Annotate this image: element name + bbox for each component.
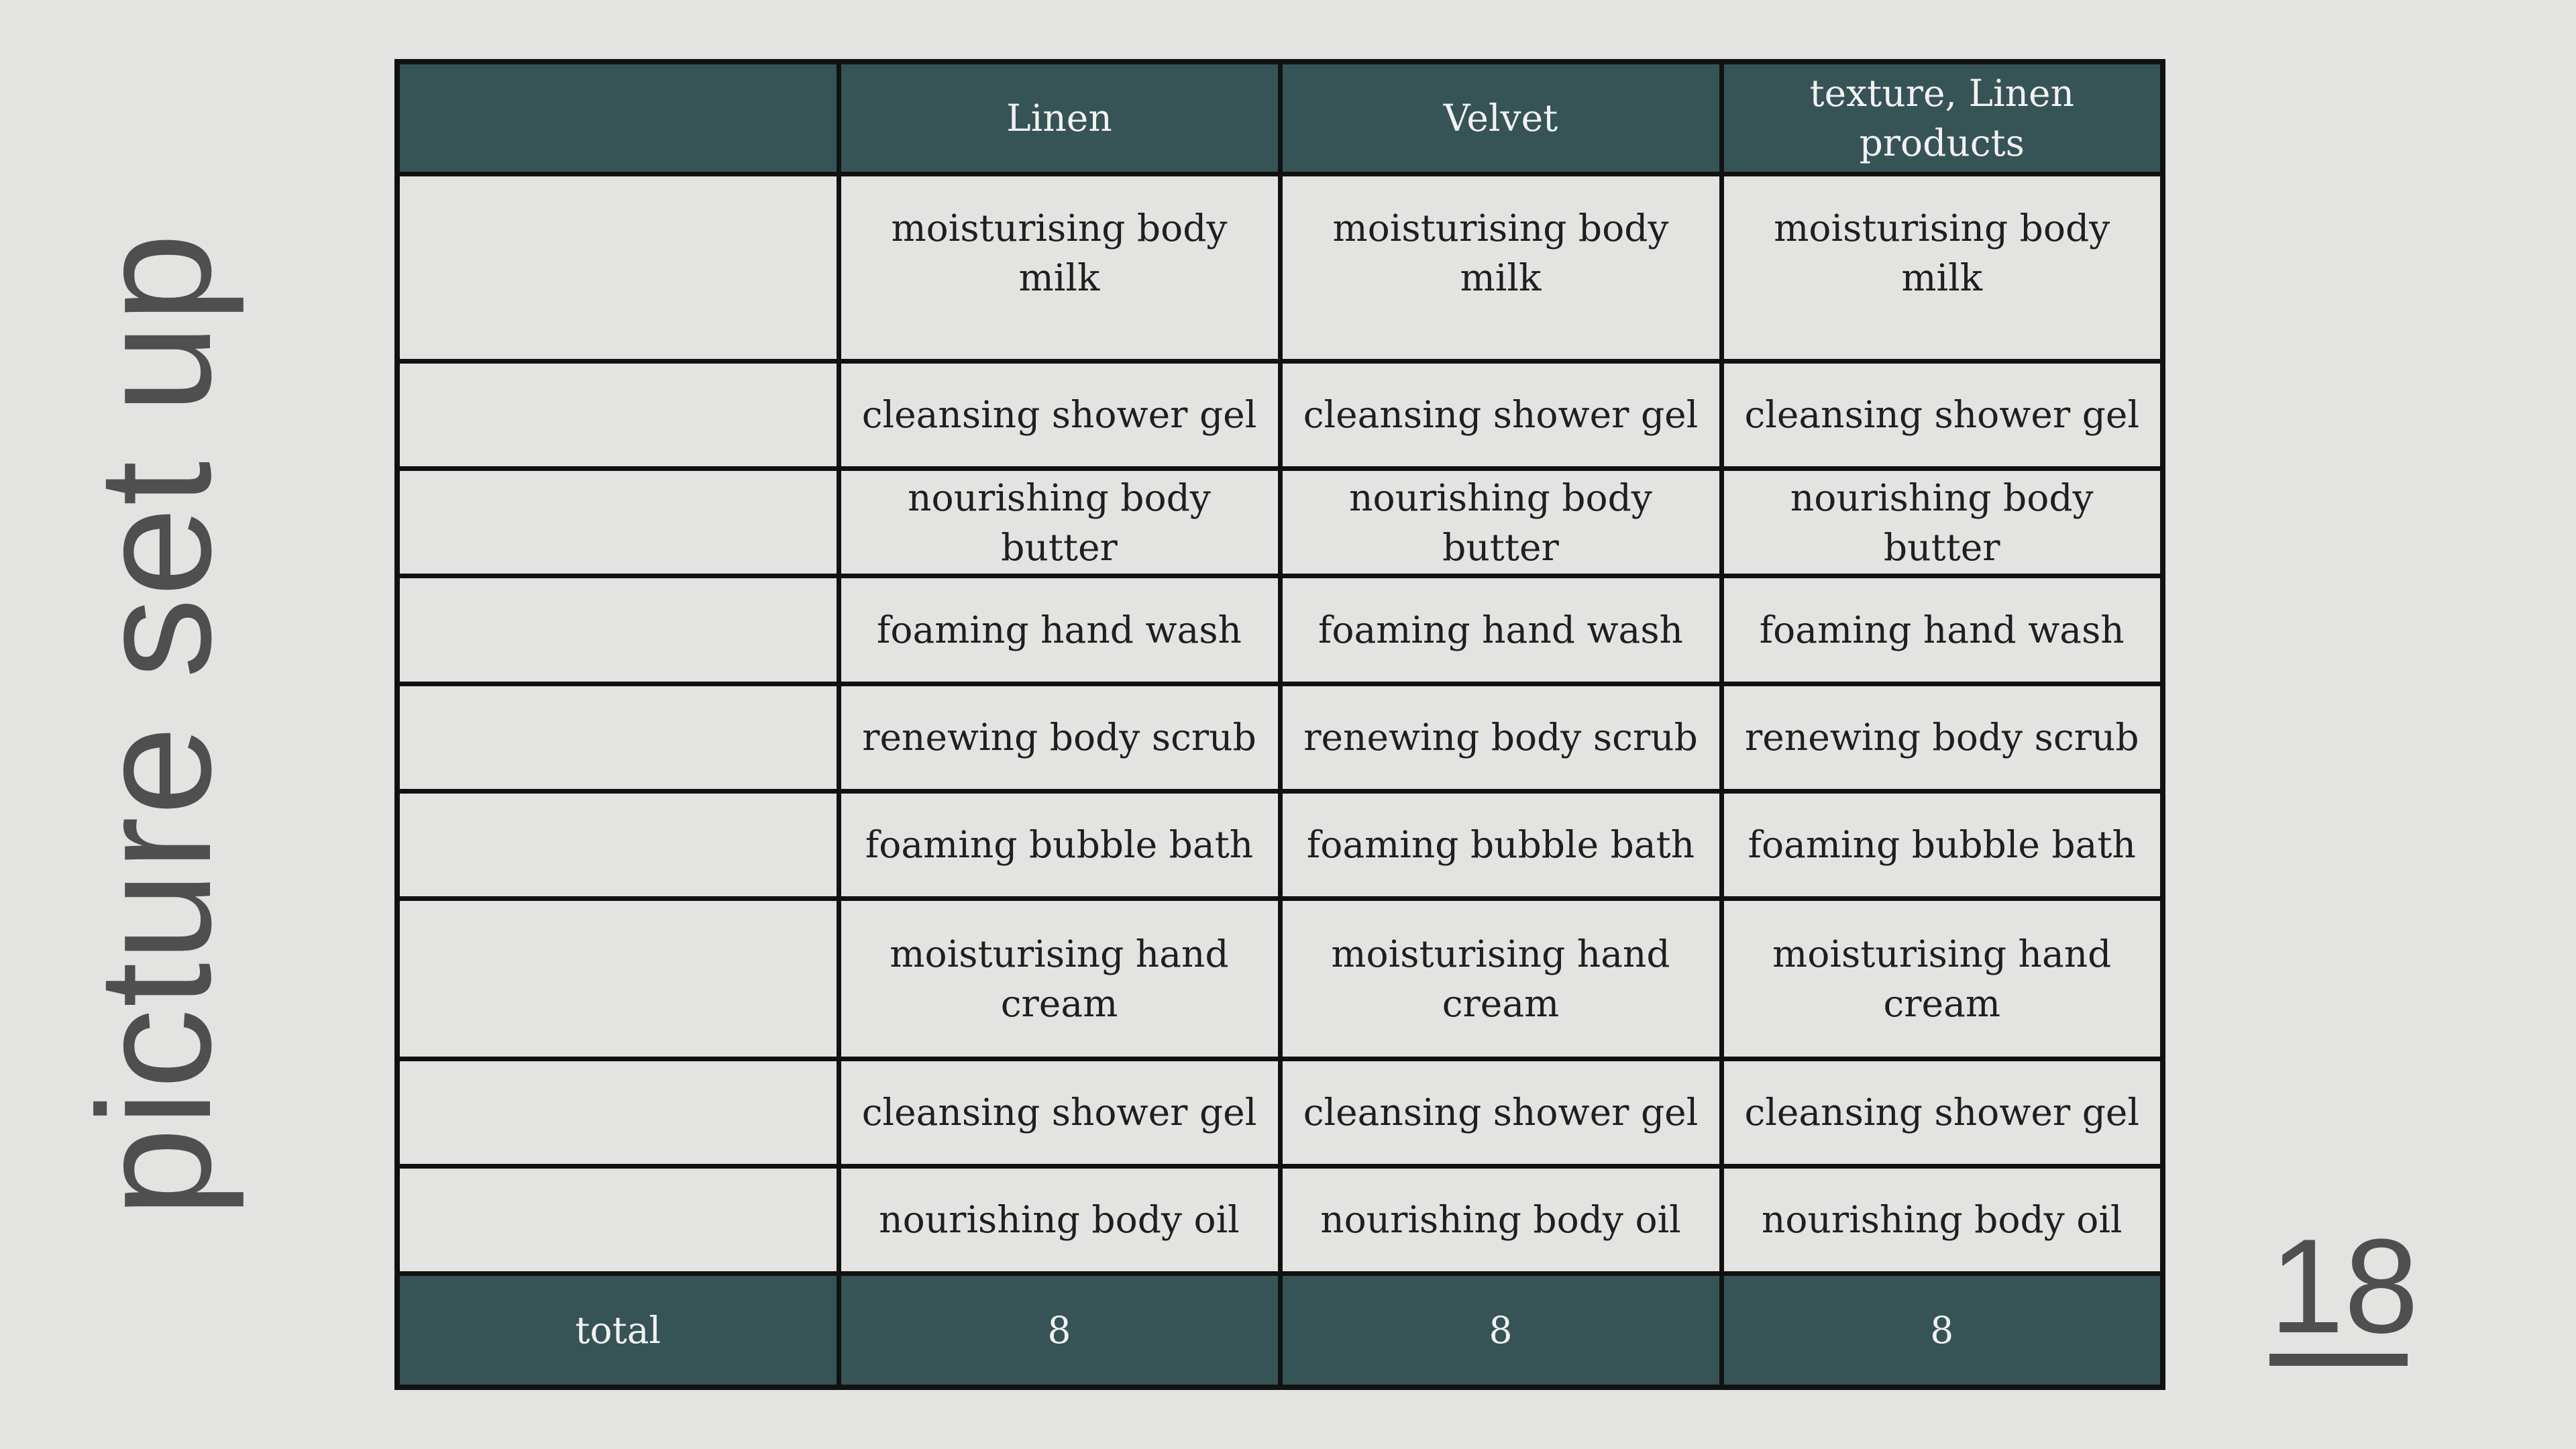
table-cell: moisturising hand cream bbox=[1280, 898, 1721, 1059]
header-row bbox=[397, 62, 2163, 174]
table-cell: foaming bubble bath bbox=[1280, 791, 1721, 898]
table-row bbox=[397, 362, 2163, 469]
table-row bbox=[397, 1059, 2163, 1166]
total-linen-cell: 8 bbox=[839, 1274, 1280, 1388]
table-cell: nourishing body oil bbox=[1721, 1166, 2163, 1273]
table-cell: nourishing body oil bbox=[839, 1166, 1280, 1273]
table-row bbox=[397, 684, 2163, 791]
total-velvet-cell: 8 bbox=[1280, 1274, 1721, 1388]
table-cell: foaming hand wash bbox=[1721, 576, 2163, 684]
total-label-cell: total bbox=[397, 1274, 839, 1388]
table-row bbox=[397, 898, 2163, 1059]
total-texture-cell: 8 bbox=[1721, 1274, 2163, 1388]
table-row bbox=[397, 576, 2163, 684]
row-label-cell bbox=[397, 791, 839, 898]
table-cell: cleansing shower gel bbox=[839, 1059, 1280, 1166]
table-cell: nourishing body oil bbox=[1280, 1166, 1721, 1273]
table-cell: renewing body scrub bbox=[839, 684, 1280, 791]
table-cell: moisturising hand cream bbox=[839, 898, 1280, 1059]
table-cell: moisturising body milk bbox=[839, 174, 1280, 362]
header-cell-blank bbox=[397, 62, 839, 174]
row-label-cell bbox=[397, 469, 839, 576]
header-cell-texture-linen-products: texture, Linen products bbox=[1721, 62, 2163, 174]
table-cell: foaming bubble bath bbox=[839, 791, 1280, 898]
row-label-cell bbox=[397, 576, 839, 684]
table-cell: foaming hand wash bbox=[1280, 576, 1721, 684]
table-row bbox=[397, 174, 2163, 362]
table-cell: cleansing shower gel bbox=[1280, 1059, 1721, 1166]
table-cell: cleansing shower gel bbox=[839, 362, 1280, 469]
table-row bbox=[397, 469, 2163, 576]
table-cell: foaming hand wash bbox=[839, 576, 1280, 684]
row-label-cell bbox=[397, 684, 839, 791]
table-cell: cleansing shower gel bbox=[1280, 362, 1721, 469]
header-cell-velvet: Velvet bbox=[1280, 62, 1721, 174]
table-cell: foaming bubble bath bbox=[1721, 791, 2163, 898]
table-row bbox=[397, 1166, 2163, 1273]
row-label-cell bbox=[397, 174, 839, 362]
products-table bbox=[394, 59, 2165, 1390]
row-label-cell bbox=[397, 1059, 839, 1166]
table-cell: moisturising body milk bbox=[1721, 174, 2163, 362]
table-cell: cleansing shower gel bbox=[1721, 1059, 2163, 1166]
header-cell-linen: Linen bbox=[839, 62, 1280, 174]
table-cell: nourishing body butter bbox=[1280, 469, 1721, 576]
table-cell: cleansing shower gel bbox=[1721, 362, 2163, 469]
table-cell: moisturising hand cream bbox=[1721, 898, 2163, 1059]
table-cell: nourishing body butter bbox=[839, 469, 1280, 576]
table-row bbox=[397, 791, 2163, 898]
page-number: 18 bbox=[2269, 1220, 2408, 1366]
table-cell: nourishing body butter bbox=[1721, 469, 2163, 576]
row-label-cell bbox=[397, 1166, 839, 1273]
page-title: picture set up bbox=[64, 231, 244, 1218]
table-cell: moisturising body milk bbox=[1280, 174, 1721, 362]
row-label-cell bbox=[397, 362, 839, 469]
table-cell: renewing body scrub bbox=[1280, 684, 1721, 791]
table-cell: renewing body scrub bbox=[1721, 684, 2163, 791]
total-row bbox=[397, 1274, 2163, 1388]
row-label-cell bbox=[397, 898, 839, 1059]
